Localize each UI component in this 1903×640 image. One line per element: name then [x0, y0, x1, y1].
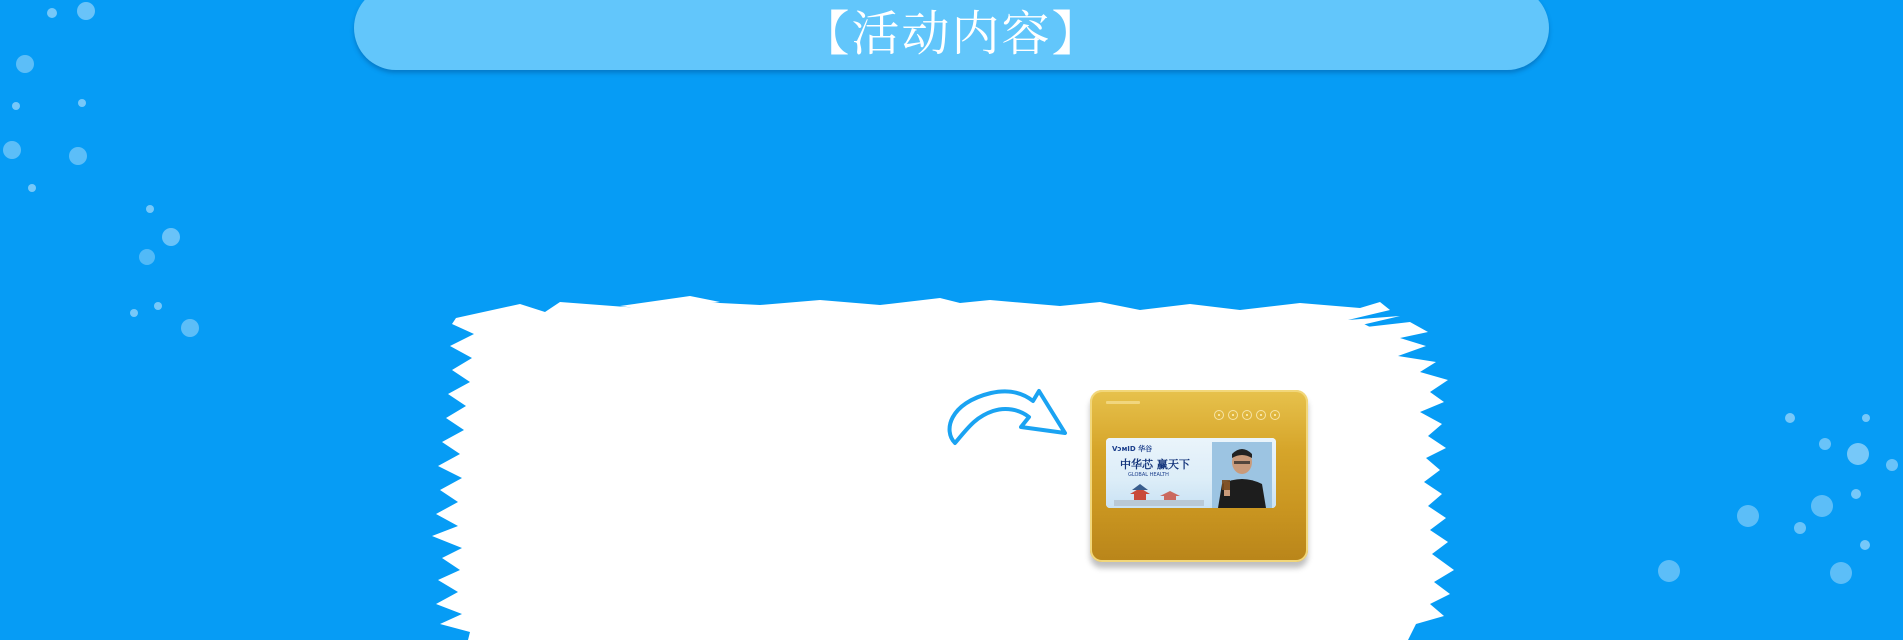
- banner-title: 【活动内容】: [801, 6, 1102, 62]
- product-subtitle: GLOBAL HEALTH: [1128, 472, 1169, 478]
- temple-skyline-icon: [1114, 480, 1204, 506]
- product-slogan: 中华芯 赢天下: [1120, 458, 1190, 471]
- product-top-logo: [1106, 399, 1146, 407]
- spokesperson-image: [1212, 442, 1272, 508]
- control-button: [1242, 410, 1252, 420]
- control-button: [1228, 410, 1238, 420]
- control-button: [1270, 410, 1280, 420]
- product-image-water-purifier: [1090, 390, 1308, 562]
- product-control-buttons: [1214, 410, 1280, 420]
- curved-arrow-icon: [935, 383, 1075, 449]
- control-button: [1214, 410, 1224, 420]
- control-button: [1256, 410, 1266, 420]
- product-brand: VᴐᴍID 华谷: [1112, 445, 1153, 453]
- product-screen: [1106, 438, 1276, 508]
